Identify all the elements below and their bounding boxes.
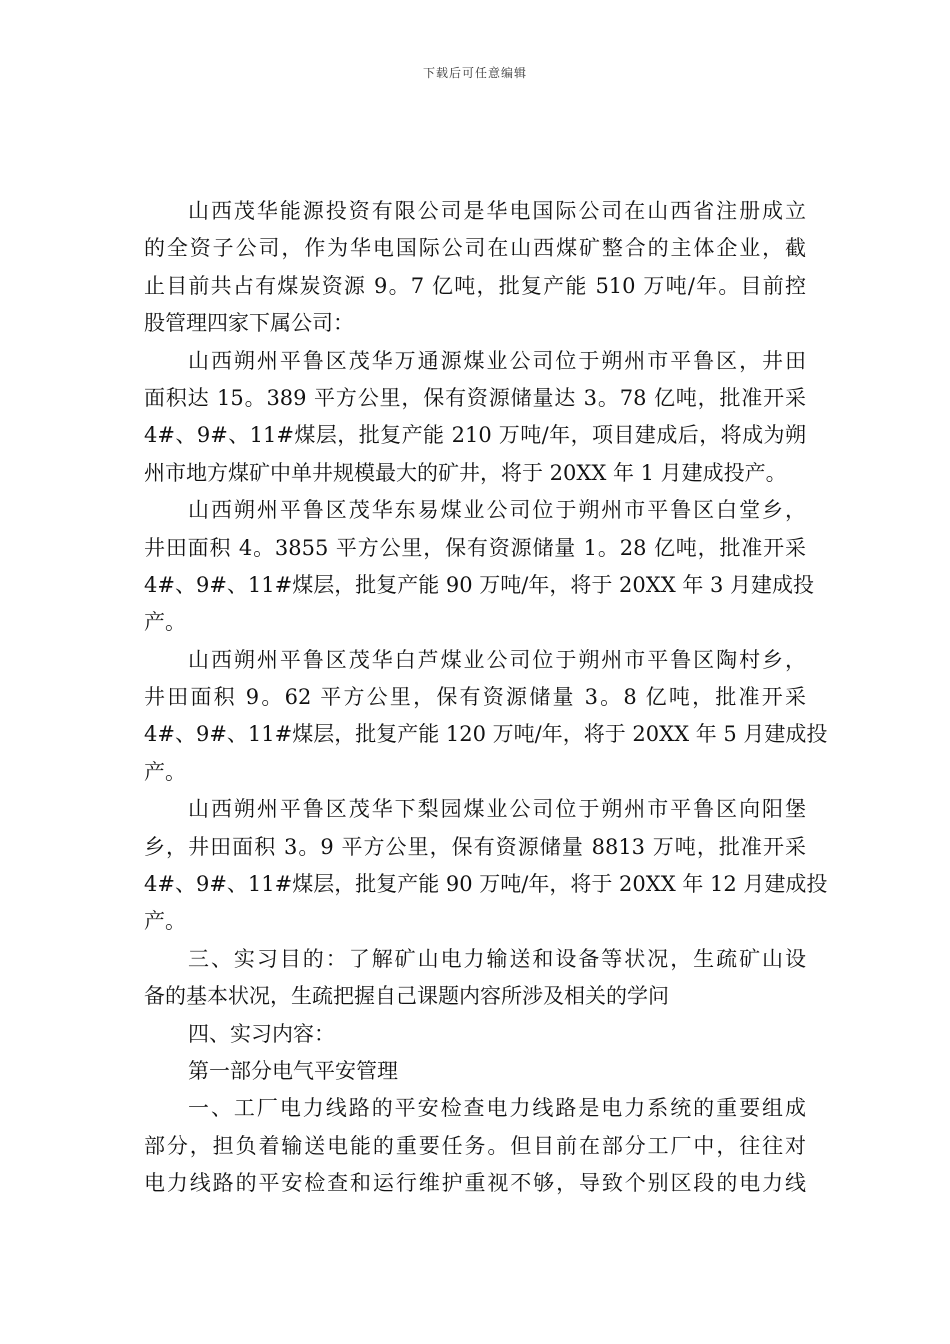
- text-line: 的全资子公司，作为华电国际公司在山西煤矿整合的主体企业，截: [144, 236, 806, 261]
- text-line: 产。: [144, 759, 186, 784]
- paragraph-wantongyuan: [144, 343, 806, 493]
- paragraph-line-inspection: [144, 1090, 806, 1202]
- text-line: 山西朔州平鲁区茂华万通源煤业公司位于朔州市平鲁区，井田: [188, 348, 806, 373]
- text-line: 产。: [144, 909, 186, 934]
- text-line: 部分，担负着输送电能的重要任务。但目前在部分工厂中，往往对: [144, 1133, 806, 1158]
- text-line: 井田面积 9。62 平方公里，保有资源储量 3。8 亿吨，批准开采: [144, 685, 806, 710]
- text-line: 乡，井田面积 3。9 平方公里，保有资源储量 8813 万吨，批准开采: [144, 834, 806, 859]
- text-line: 山西茂华能源投资有限公司是华电国际公司在山西省注册成立: [188, 199, 806, 223]
- paragraph-bailu: [144, 642, 828, 792]
- section-heading: 四、实习内容：: [188, 1021, 335, 1046]
- text-line: 山西朔州平鲁区茂华东易煤业公司位于朔州市平鲁区白堂乡，: [188, 498, 806, 523]
- heading-part-one: [144, 1053, 806, 1090]
- text-line: 4#、9#、11#煤层，批复产能 120 万吨/年，将于 20XX 年 5 月建成投: [144, 722, 828, 747]
- text-line: 一、工厂电力线路的平安检查电力线路是电力系统的重要组成: [188, 1096, 806, 1121]
- text-line: 备的基本状况，生疏把握自己课题内容所涉及相关的学问: [144, 984, 669, 1009]
- paragraph-company-intro: [144, 193, 806, 343]
- text-line: 州市地方煤矿中单井规模最大的矿井，将于 20XX 年 1 月建成投产。: [144, 460, 787, 485]
- text-line: 股管理四家下属公司：: [144, 311, 354, 336]
- paragraph-internship-purpose: [144, 941, 806, 1016]
- text-line: 山西朔州平鲁区茂华白芦煤业公司位于朔州市平鲁区陶村乡，: [188, 647, 806, 672]
- text-line: 产。: [144, 610, 186, 635]
- text-line: 井田面积 4。3855 平方公里，保有资源储量 1。28 亿吨，批准开采: [144, 535, 806, 560]
- paragraph-dongyi: [144, 492, 815, 642]
- text-line: 止目前共占有煤炭资源 9。7 亿吨，批复产能 510 万吨/年。目前控: [144, 273, 806, 298]
- section-heading: 第一部分电气平安管理: [188, 1058, 398, 1083]
- text-line: 4#、9#、11#煤层，批复产能 90 万吨/年，将于 20XX 年 3 月建成投: [144, 572, 815, 597]
- heading-internship-content: [144, 1016, 806, 1053]
- text-line: 山西朔州平鲁区茂华下梨园煤业公司位于朔州市平鲁区向阳堡: [188, 797, 806, 822]
- text-line: 电力线路的平安检查和运行维护重视不够，导致个别区段的电力线: [144, 1171, 806, 1196]
- text-line: 面积达 15。389 平方公里，保有资源储量达 3。78 亿吨，批准开采: [144, 385, 806, 410]
- page-header: 下载后可任意编辑: [422, 66, 527, 80]
- text-line: 4#、9#、11#煤层，批复产能 210 万吨/年，项目建成后，将成为朔: [144, 423, 806, 448]
- document-body: [144, 193, 828, 1203]
- text-line: 三、实习目的：了解矿山电力输送和设备等状况，生疏矿山设: [188, 946, 806, 971]
- paragraph-xialiyuan: [144, 791, 828, 941]
- text-line: 4#、9#、11#煤层，批复产能 90 万吨/年，将于 20XX 年 12 月建成投: [144, 872, 828, 897]
